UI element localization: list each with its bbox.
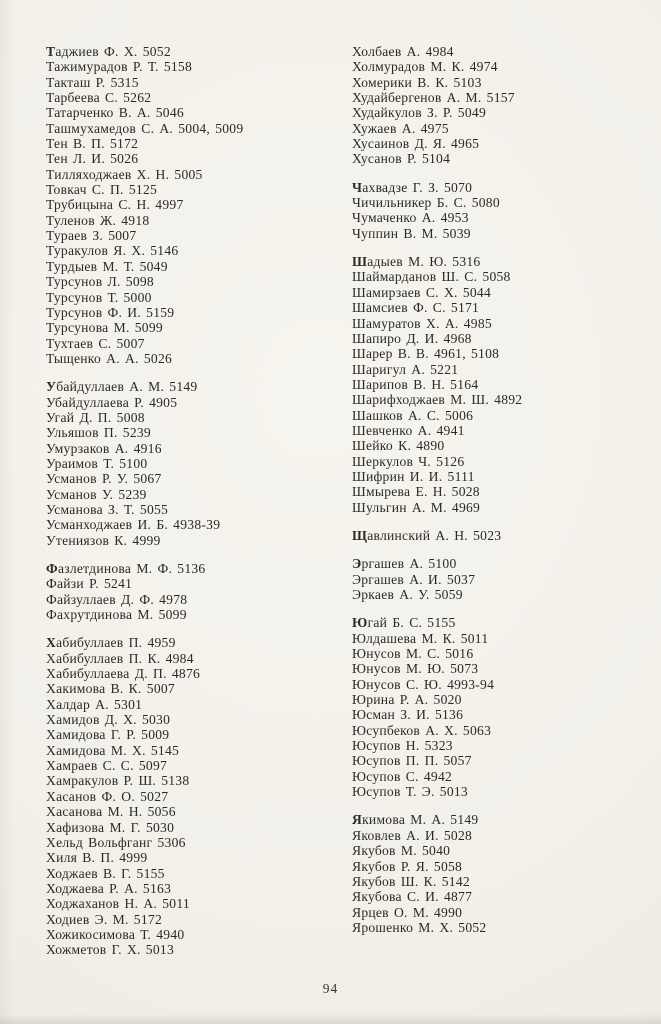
- letter-group-Щ: [352, 528, 652, 543]
- index-entry: Убайдуллаев А. М. 5149: [46, 379, 198, 395]
- index-entry: Чичильникер Б. С. 5080: [352, 195, 500, 211]
- index-entry: Юсупов П. П. 5057: [352, 753, 472, 769]
- letter-group-Я: [352, 812, 652, 935]
- index-entry: Тарбеева С. 5262: [46, 90, 152, 106]
- index-entry: Турдыев М. Т. 5049: [46, 258, 168, 274]
- index-entry: Шарипов В. Н. 5164: [352, 376, 479, 392]
- index-entry: Халдар А. 5301: [46, 696, 143, 712]
- index-entry: Шульгин А. М. 4969: [352, 499, 481, 515]
- index-entry: Файзуллаев Д. Ф. 4978: [46, 591, 188, 607]
- index-entry: Шевченко А. 4941: [352, 422, 465, 438]
- index-entry: Юсупов Т. Э. 5013: [352, 784, 468, 800]
- index-entry: Юрина Р. А. 5020: [352, 692, 462, 708]
- index-entry: Хакимова В. К. 5007: [46, 681, 175, 697]
- index-entry: Юсупов С. 4942: [352, 768, 453, 784]
- index-entry: Хамракулов Р. Ш. 5138: [46, 773, 190, 789]
- index-entry: Шашков А. С. 5006: [352, 407, 474, 423]
- index-entry: Эркаев А. У. 5059: [352, 587, 463, 602]
- index-entry: Умурзаков А. 4916: [46, 440, 162, 456]
- letter-group-Т: [46, 44, 346, 366]
- index-entry: Худайбергенов А. М. 5157: [352, 90, 515, 106]
- index-column-right: [352, 44, 652, 948]
- index-entry: Тен Л. И. 5026: [46, 151, 139, 167]
- index-column-left: [46, 44, 346, 971]
- index-entry: Хожметов Г. Х. 5013: [46, 942, 174, 958]
- index-entry: Хомерики В. К. 5103: [352, 74, 482, 90]
- index-entry: Юсупов Н. 5323: [352, 738, 453, 754]
- letter-group-У: [46, 379, 346, 548]
- index-entry: Эргашев А. 5100: [352, 556, 457, 572]
- index-entry: Турсунова М. 5099: [46, 320, 163, 336]
- page-number: 94: [322, 981, 339, 996]
- index-entry: Хельд Вольфганг 5306: [46, 834, 186, 850]
- index-entry: Фазлетдинова М. Ф. 5136: [46, 561, 206, 576]
- index-entry: Якубов Р. Я. 5058: [352, 858, 463, 874]
- index-entry: Шейко К. 4890: [352, 438, 445, 454]
- index-entry: Усманов Р. У. 5067: [46, 471, 162, 487]
- index-entry: Ходжаев В. Г. 5155: [46, 865, 165, 881]
- index-entry: Хамидова М. Х. 5145: [46, 742, 180, 758]
- index-entry: Турсунов Т. 5000: [46, 289, 152, 305]
- index-entry: Хасанов Ф. О. 5027: [46, 788, 169, 804]
- index-entry: Юнусов М. Ю. 5073: [352, 661, 479, 677]
- index-entry: Файзи Р. 5241: [46, 576, 133, 592]
- index-entry: Шеркулов Ч. 5126: [352, 453, 465, 469]
- index-entry: Шарер В. В. 4961, 5108: [352, 346, 500, 362]
- index-entry: Юсупбеков А. Х. 5063: [352, 722, 492, 738]
- index-entry: Шамсиев Ф. С. 5171: [352, 300, 480, 316]
- index-entry: Товкач С. П. 5125: [46, 182, 158, 198]
- index-entry: Туленов Ж. 4918: [46, 212, 150, 228]
- index-entry: Хасанова М. Н. 5056: [46, 804, 176, 820]
- index-entry: Тураев З. 5007: [46, 228, 137, 244]
- index-entry: Хабибуллаев П. 4959: [46, 635, 176, 651]
- index-entry: Ходиев Э. М. 5172: [46, 911, 162, 927]
- index-entry: Ходжаханов Н. А. 5011: [46, 896, 190, 912]
- index-entry: Тыщенко А. А. 5026: [46, 350, 173, 366]
- index-entry: Хабибуллаев П. К. 4984: [46, 650, 194, 666]
- index-entry: Хабибуллаева Д. П. 4876: [46, 666, 201, 682]
- index-entry: Шифрин И. И. 5111: [352, 468, 475, 484]
- index-entry: Турсунов Ф. И. 5159: [46, 304, 175, 320]
- index-entry: Хусаинов Д. Я. 4965: [352, 136, 480, 152]
- index-entry: Тухтаев С. 5007: [46, 335, 145, 351]
- letter-group-Ш: [352, 254, 652, 515]
- index-entry: Хужаев А. 4975: [352, 120, 449, 136]
- index-entry: Хафизова М. Г. 5030: [46, 819, 175, 835]
- index-entry: Утениязов К. 4999: [46, 532, 161, 548]
- index-entry: Юсман З. И. 5136: [352, 707, 464, 723]
- index-entry: Такташ Р. 5315: [46, 74, 139, 90]
- index-entry: Якубов Ш. К. 5142: [352, 873, 470, 889]
- index-entry: Ходжаева Р. А. 5163: [46, 880, 172, 896]
- index-entry: Якимова М. А. 5149: [352, 812, 479, 828]
- index-entry: Хусанов Р. 5104: [352, 151, 451, 167]
- index-entry: Шмырева Е. Н. 5028: [352, 484, 480, 500]
- index-entry: Худайкулов З. Р. 5049: [352, 105, 486, 121]
- index-entry: Хамидов Д. Х. 5030: [46, 712, 171, 728]
- index-entry: Яковлев А. И. 5028: [352, 827, 473, 843]
- index-entry: Чуппин В. М. 5039: [352, 225, 471, 241]
- letter-group-Ф: [46, 561, 346, 622]
- index-entry: Шаймарданов Ш. С. 5058: [352, 269, 511, 285]
- index-entry: Хамраев С. С. 5097: [46, 758, 168, 774]
- index-entry: Усманов У. 5239: [46, 486, 147, 502]
- index-entry: Ульяшов П. 5239: [46, 425, 151, 441]
- letter-group-Х: [352, 44, 652, 167]
- index-entry: Чахвадзе Г. З. 5070: [352, 179, 473, 195]
- index-entry: Эргашев А. И. 5037: [352, 571, 476, 587]
- index-entry: Холмурадов М. К. 4974: [352, 59, 498, 75]
- index-entry: Фахрутдинова М. 5099: [46, 607, 187, 623]
- index-entry: Ураимов Т. 5100: [46, 455, 148, 471]
- index-entry: Тилляходжаев Х. Н. 5005: [46, 166, 203, 182]
- index-entry: Шадыев М. Ю. 5316: [352, 254, 481, 270]
- index-entry: Шамуратов Х. А. 4985: [352, 315, 492, 331]
- index-entry: Угай Д. П. 5008: [46, 409, 145, 425]
- index-entry: Якубов М. 5040: [352, 843, 451, 859]
- index-entry: Трубицына С. Н. 4997: [46, 197, 184, 213]
- letter-group-Ю: [352, 615, 652, 799]
- index-entry: Усманходжаев И. Б. 4938-39: [46, 517, 221, 533]
- index-entry: Шамирзаев С. Х. 5044: [352, 284, 492, 300]
- index-entry: Чумаченко А. 4953: [352, 210, 469, 226]
- letter-group-Х: [46, 635, 346, 957]
- index-entry: Туракулов Я. Х. 5146: [46, 243, 179, 259]
- index-entry: Якубова С. И. 4877: [352, 889, 473, 905]
- index-entry: Шапиро Д. И. 4968: [352, 330, 472, 346]
- index-entry: Холбаев А. 4984: [352, 44, 454, 59]
- index-entry: Шарифходжаев М. Ш. 4892: [352, 392, 523, 408]
- index-entry: Татарченко В. А. 5046: [46, 105, 184, 121]
- index-entry: Ярошенко М. Х. 5052: [352, 919, 487, 935]
- index-entry: Тен В. П. 5172: [46, 136, 139, 152]
- index-entry: Турсунов Л. 5098: [46, 274, 154, 290]
- index-entry: Шаригул А. 5221: [352, 361, 459, 377]
- index-entry: Хамидова Г. Р. 5009: [46, 727, 170, 743]
- index-entry: Хожикосимова Т. 4940: [46, 926, 185, 942]
- index-entry: Югай Б. С. 5155: [352, 615, 456, 631]
- index-entry: Ташмухамедов С. А. 5004, 5009: [46, 120, 244, 136]
- index-entry: Хиля В. П. 4999: [46, 850, 148, 866]
- letter-group-Э: [352, 556, 652, 602]
- index-entry: Убайдуллаева Р. 4905: [46, 394, 178, 410]
- index-entry: Усманова З. Т. 5055: [46, 501, 169, 517]
- index-entry: Юнусов С. Ю. 4993-94: [352, 676, 495, 692]
- index-entry: Юнусов М. С. 5016: [352, 646, 474, 662]
- letter-group-Ч: [352, 180, 652, 241]
- index-entry: Таджиев Ф. Х. 5052: [46, 44, 171, 59]
- index-entry: Ярцев О. М. 4990: [352, 904, 463, 920]
- index-entry: Тажимурадов Р. Т. 5158: [46, 59, 193, 75]
- index-entry: Юлдашева М. К. 5011: [352, 630, 489, 646]
- index-entry: Щавлинский А. Н. 5023: [352, 527, 502, 543]
